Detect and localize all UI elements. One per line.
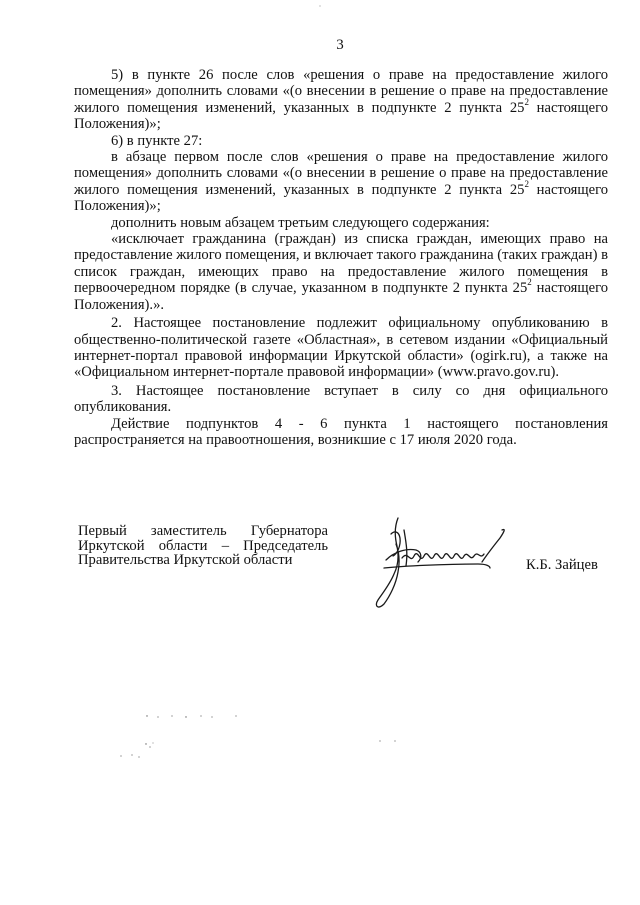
page-number: 3 [336, 37, 344, 53]
paragraph-retroactive: Действие подпунктов 4 - 6 пункта 1 настоящего постановления распространяется на правоотношения, возникшие с 17 июля 2020 года. [74, 415, 608, 448]
paragraph-quoted-text: «исключает гражданина (граждан) из списка граждан, имеющих право на предоставление жилого помещения, и включает такого гражданина (таких граждан) в список граждан, имеющих право на предоставление жилого помещения в первоочередном порядке (в случае, указанном в подпункте 2 пункта $25^2$ настоящего Положения).». [74, 231, 608, 313]
paragraph-effective-date: 3. Настоящее постановление вступает в силу со дня официального опубликования. [74, 382, 608, 416]
paragraph-item-5: 5) в пункте 26 после слов «решения о праве на предоставление жилого помещения» дополнить словами «(о внесении в решение о праве на предоставление жилого помещения изменений, указанных в подпункте 2 пункта $25^2$ настоящего Положения)»; [74, 67, 609, 133]
signatory-position [78, 524, 328, 568]
position-line: Иркутской области – Председатель [78, 537, 328, 554]
paragraph-first-abzac: в абзаце первом после слов «решения о праве на предоставление жилого помещения» дополнить словами «(о внесении в решение о праве на предоставление жилого помещения изменений, указанных в подпункте 2 пункта $25^2$ настоящего Положения)»; [74, 149, 609, 215]
signer-name: К.Б. Зайцев [526, 557, 598, 573]
paragraph-item-6: 6) в пункте 27: [111, 132, 203, 149]
position-line: Правительства Иркутской области [78, 552, 293, 569]
handwritten-signature [364, 512, 514, 612]
position-line: Первый заместитель Губернатора [78, 523, 328, 539]
document-body [74, 67, 608, 448]
paragraph-new-abzac: дополнить новым абзацем третьим следующего содержания: [111, 214, 490, 231]
paragraph-publication: 2. Настоящее постановление подлежит официальному опубликованию в общественно-политической газете «Областная», в сетевом издании «Официальный интернет-портал правовой информации Иркутской области» (ogirk.ru), а также на «Официальном интернет-портале правовой информации» (www.pravo.gov.ru). [74, 315, 608, 381]
